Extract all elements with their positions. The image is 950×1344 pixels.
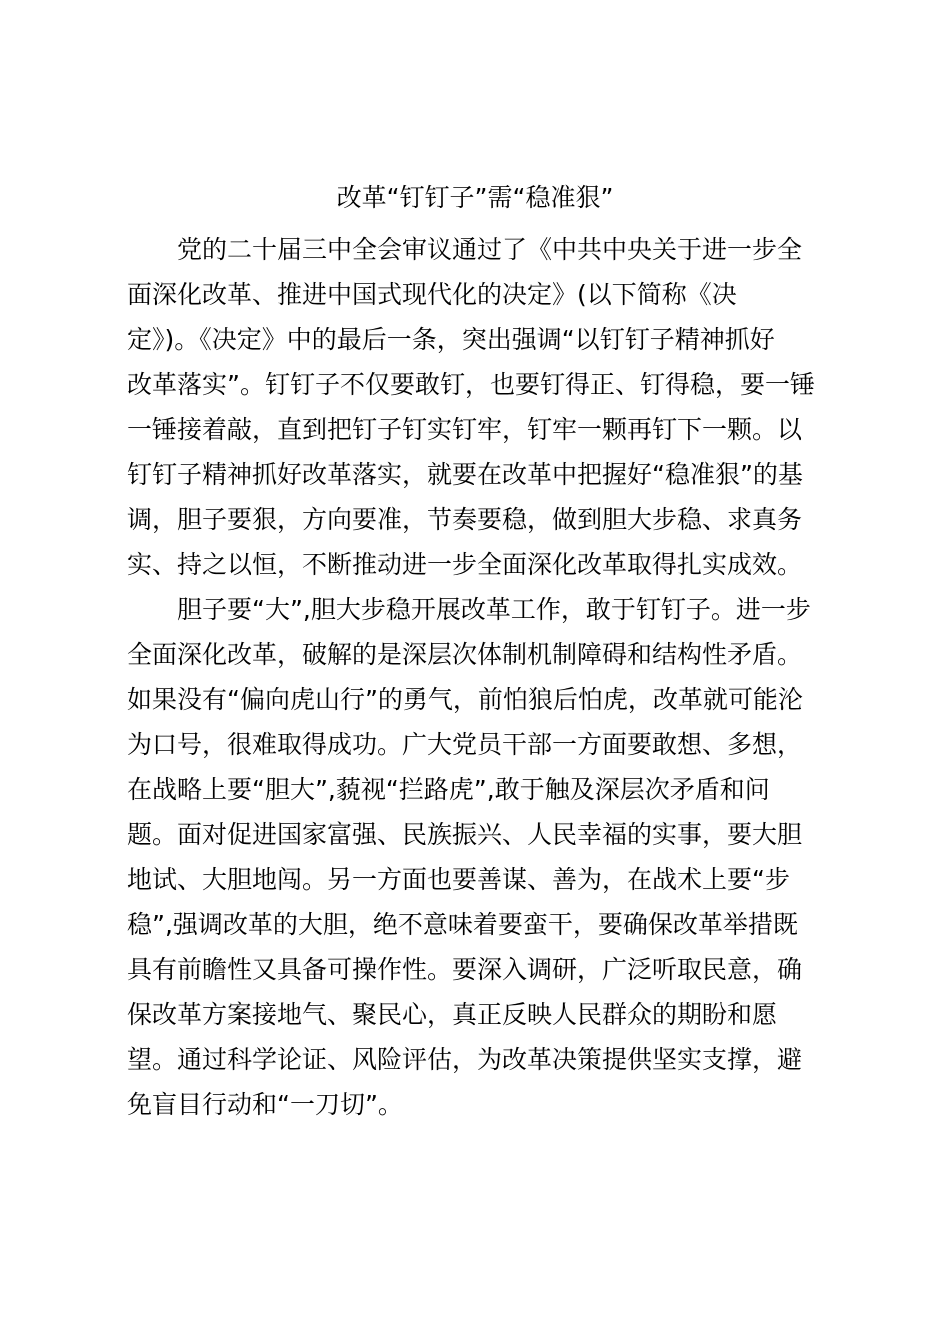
paragraph-line: 改革落实”。钉钉子不仅要敢钉，也要钉得正、钉得稳，要一锤 xyxy=(127,370,815,399)
paragraph-line: 具有前瞻性又具备可操作性。要深入调研，广泛听取民意，确 xyxy=(127,955,803,984)
paragraph-line: 党的二十届三中全会审议通过了《中共中央关于进一步全 xyxy=(177,235,803,264)
paragraph-line: 面深化改革、推进中国式现代化的决定》(以下简称《决 xyxy=(127,280,737,309)
paragraph-line: 为口号，很难取得成功。广大党员干部一方面要敢想、多想， xyxy=(127,730,803,759)
paragraph-line: 免盲目行动和“一刀切”。 xyxy=(127,1090,403,1119)
paragraph-line: 钉钉子精神抓好改革落实，就要在改革中把握好“稳准狠”的基 xyxy=(127,460,803,489)
paragraph-line: 定》)。《决定》中的最后一条，突出强调“以钉钉子精神抓好 xyxy=(127,325,775,354)
paragraph-line: 如果没有“偏向虎山行”的勇气，前怕狼后怕虎，改革就可能沦 xyxy=(127,685,803,714)
paragraph-line: 地试、大胆地闯。另一方面也要善谋、善为，在战术上要“步 xyxy=(127,865,790,894)
paragraph-line: 实、持之以恒，不断推动进一步全面深化改革取得扎实成效。 xyxy=(127,550,803,579)
document-title: 改革“钉钉子”需“稳准狠” xyxy=(336,183,614,212)
paragraph-line: 胆子要“大”,胆大步稳开展改革工作，敢于钉钉子。进一步 xyxy=(177,595,811,624)
paragraph-line: 望。通过科学论证、风险评估，为改革决策提供坚实支撑，避 xyxy=(127,1045,803,1074)
paragraph-line: 题。面对促进国家富强、民族振兴、人民幸福的实事，要大胆 xyxy=(127,820,803,849)
paragraph-line: 稳”,强调改革的大胆，绝不意味着要蛮干，要确保改革举措既 xyxy=(127,910,798,939)
paragraph-line: 在战略上要“胆大”,藐视“拦路虎”,敢于触及深层次矛盾和问 xyxy=(127,775,770,804)
paragraph-line: 调，胆子要狠，方向要准，节奏要稳，做到胆大步稳、求真务 xyxy=(127,505,803,534)
paragraph-line: 一锤接着敲，直到把钉子钉实钉牢，钉牢一颗再钉下一颗。以 xyxy=(127,415,803,444)
paragraph-line: 全面深化改革，破解的是深层次体制机制障碍和结构性矛盾。 xyxy=(127,640,803,669)
paragraph-line: 保改革方案接地气、聚民心，真正反映人民群众的期盼和愿 xyxy=(127,1000,778,1029)
